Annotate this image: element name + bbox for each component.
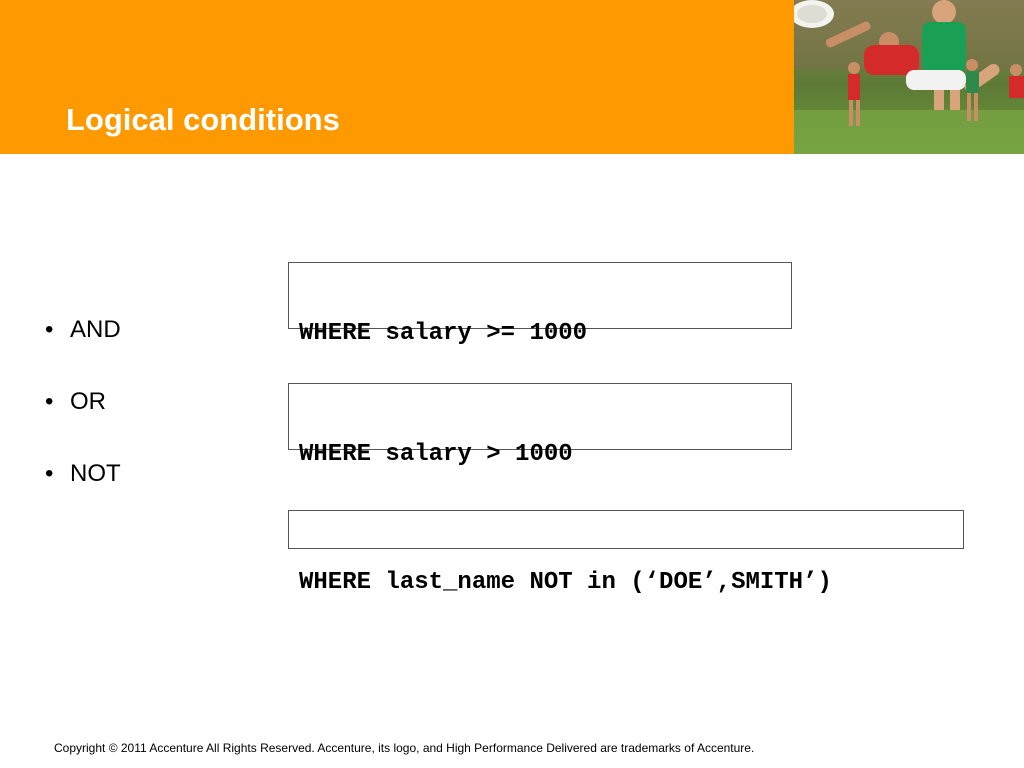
copyright-footer: Copyright © 2011 Accenture All Rights Reserved. Accenture, its logo, and High Performance Delivered are trademarks of Accenture. (54, 741, 755, 755)
slide-title: Logical conditions (66, 102, 340, 137)
code-line: WHERE last_name NOT in (‘DOE’,SMITH’) (299, 569, 832, 596)
bullet-list (45, 316, 121, 532)
bullet-label: AND (70, 316, 121, 343)
bullet-item-or (45, 388, 121, 460)
code-line: WHERE salary > 1000 (299, 441, 573, 468)
bullet-marker: • (45, 460, 54, 487)
bullet-label: OR (70, 388, 106, 415)
ultimate-frisbee-photo (794, 0, 1024, 154)
bullet-item-not (45, 460, 121, 532)
code-box-or-example (288, 383, 792, 468)
bullet-marker: • (45, 316, 54, 343)
bullet-item-and (45, 316, 121, 388)
code-box-not-example (288, 510, 964, 596)
bullet-label: NOT (70, 460, 121, 487)
bullet-marker: • (45, 388, 54, 415)
code-box-and-example (288, 262, 792, 347)
code-line: WHERE salary >= 1000 (299, 320, 588, 347)
